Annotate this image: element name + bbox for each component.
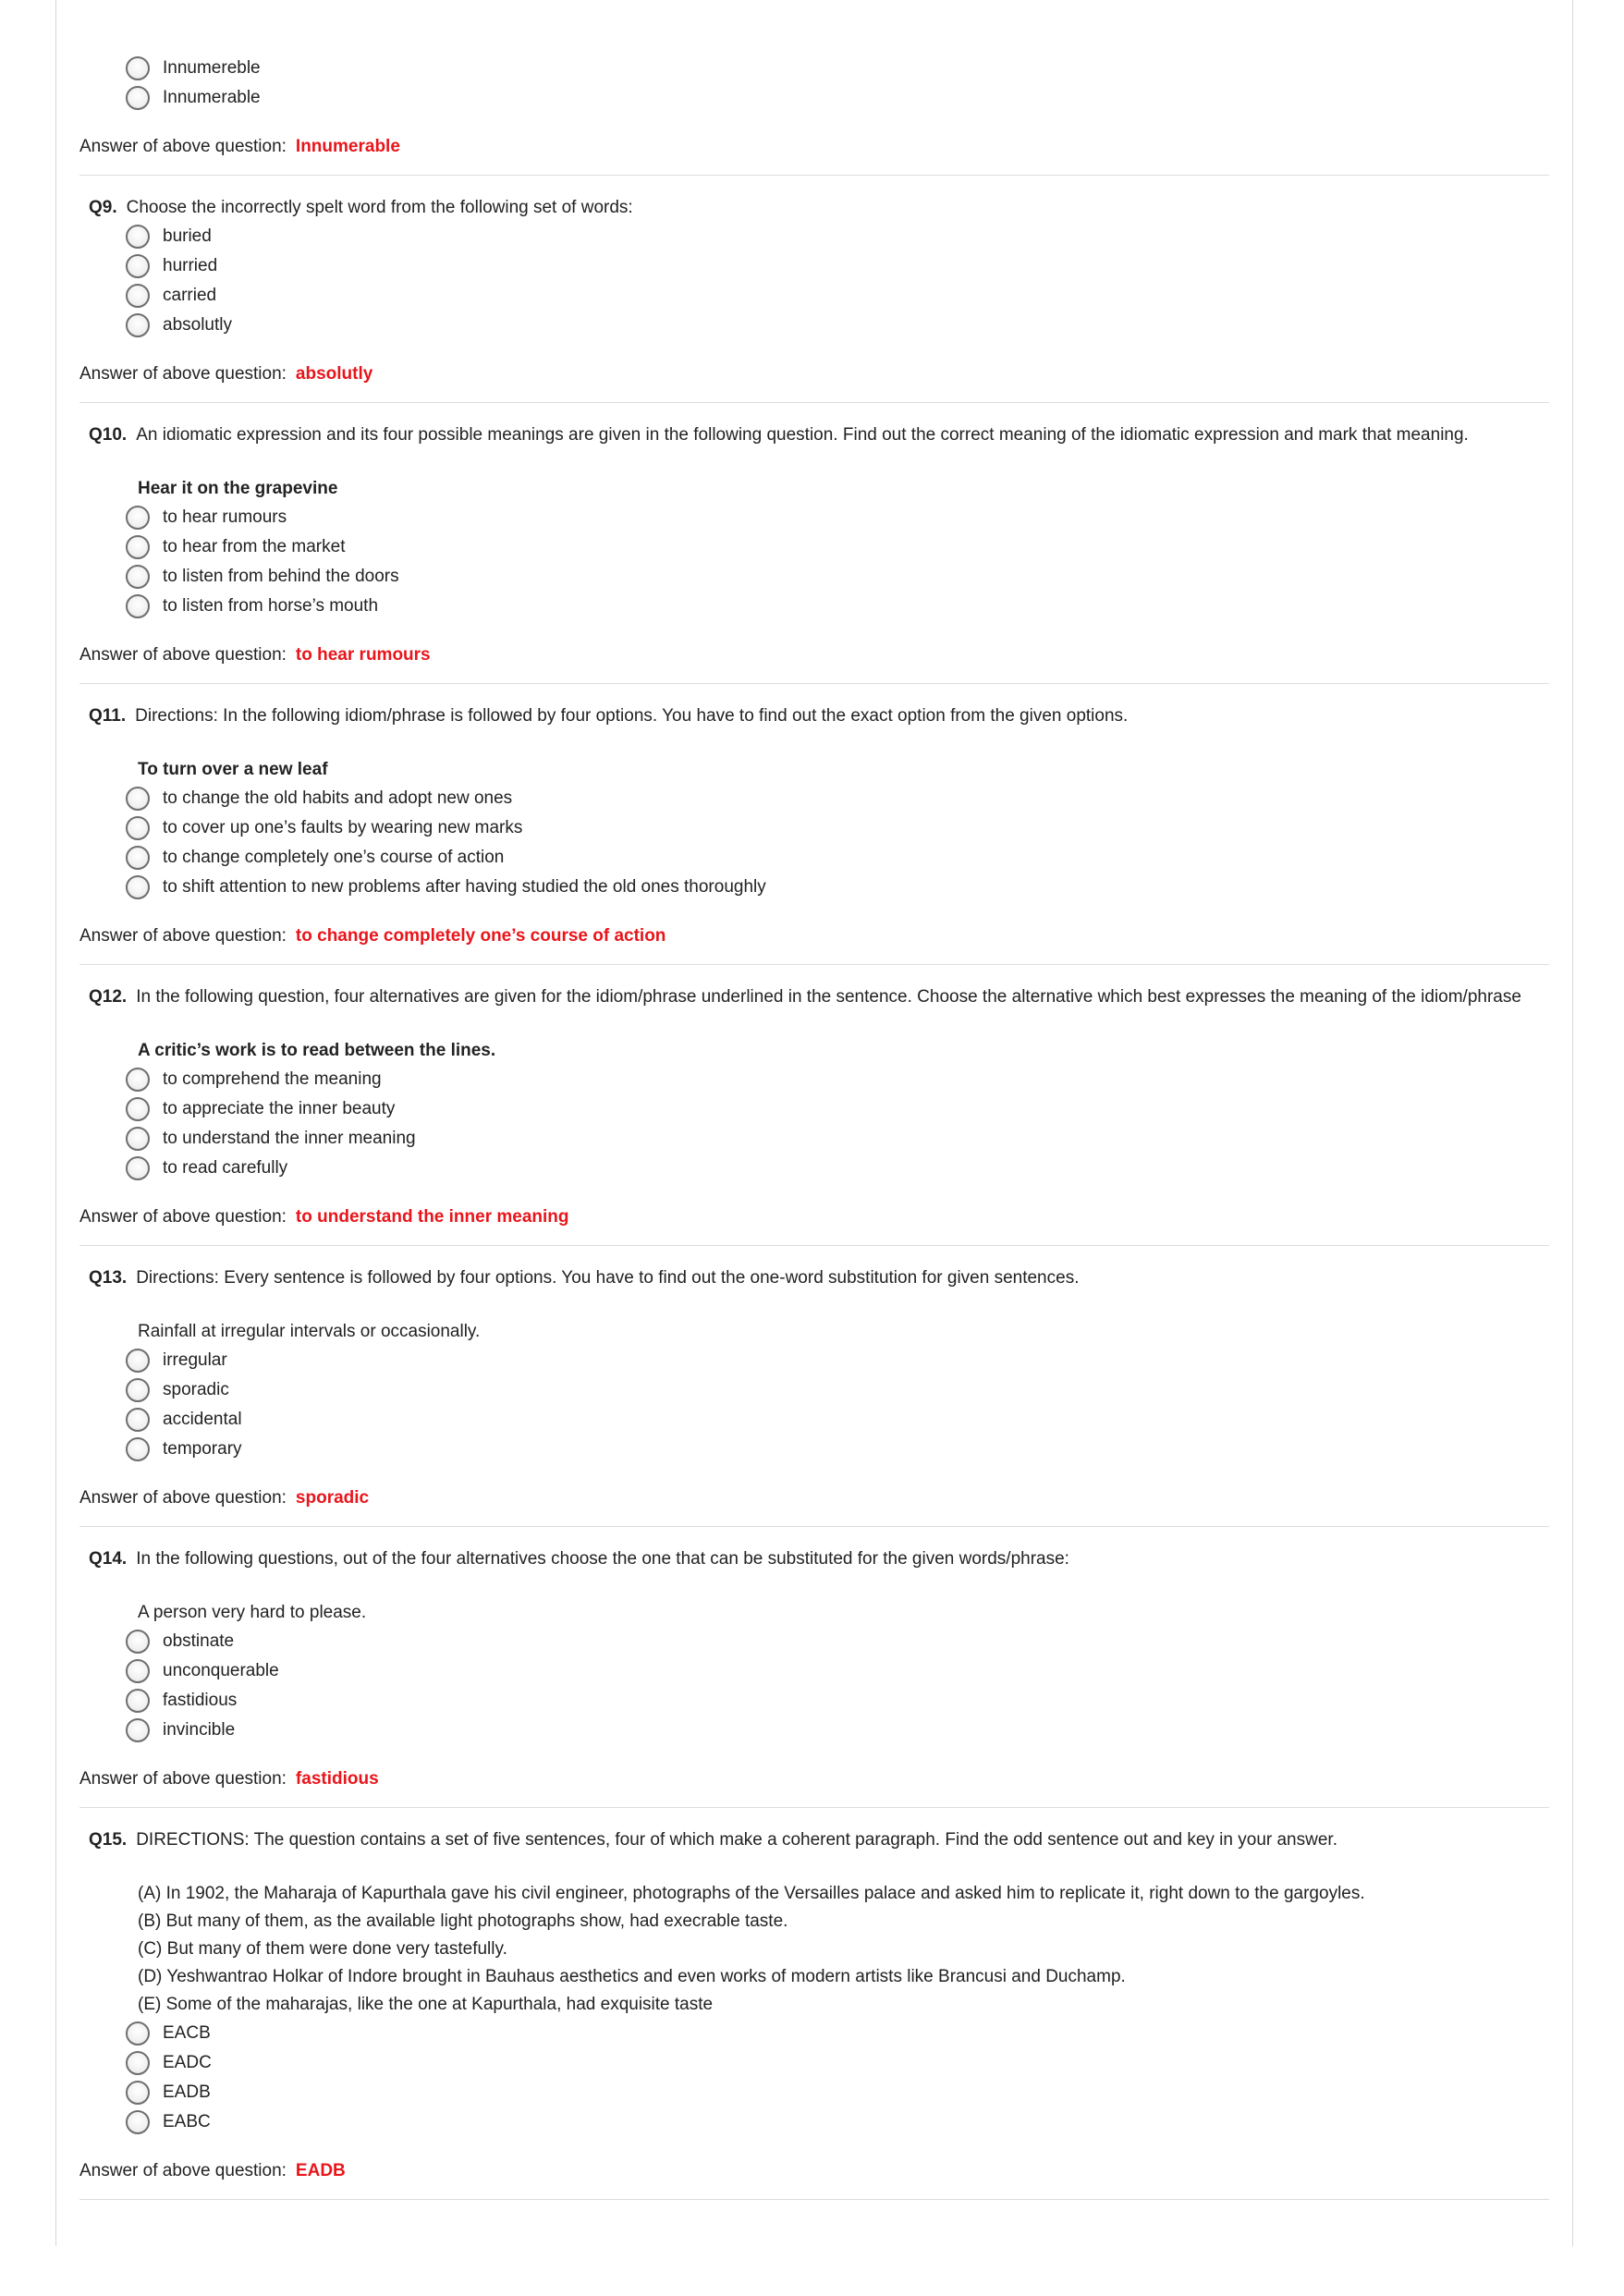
question-header	[89, 702, 1549, 730]
option-label: to listen from horse’s mouth	[163, 596, 379, 616]
question-text: In the following questions, out of the four alternatives choose the one that can be substituted for the given words/phrase:	[136, 1549, 1069, 1569]
option-label: to understand the inner meaning	[163, 1129, 416, 1148]
question-block	[79, 194, 1549, 403]
question-text: An idiomatic expression and its four possible meanings are given in the following question. Find out the correct meaning of the idiomatic expression and mark that meaning.	[136, 425, 1469, 445]
question-number: Q14.	[89, 1549, 128, 1569]
option[interactable]	[126, 2107, 1549, 2137]
radio-button[interactable]	[126, 565, 150, 589]
option-label: to hear from the market	[163, 537, 346, 556]
question-text: In the following question, four alternatives are given for the idiom/phrase underlined in the sentence. Choose the alternative which best expresses the meaning of the idiom/phrase	[136, 987, 1521, 1007]
option-label: Innumereble	[163, 58, 261, 78]
radio-button[interactable]	[126, 225, 150, 249]
question-header	[89, 421, 1549, 449]
question-stem: A person very hard to please.	[138, 1603, 367, 1622]
separator	[79, 2199, 1549, 2200]
question-carryover	[79, 54, 1549, 176]
separator	[79, 683, 1549, 684]
option-label: temporary	[163, 1439, 242, 1459]
question-block	[79, 1826, 1549, 2200]
answer-value: sporadic	[295, 1488, 370, 1508]
question-text: Directions: In the following idiom/phrase is followed by four options. You have to find out the exact option from the given options.	[135, 706, 1129, 726]
radio-button[interactable]	[126, 506, 150, 530]
answer-label: Answer of above question:	[79, 137, 287, 156]
option-label: EADC	[163, 2053, 212, 2072]
question-text: Choose the incorrectly spelt word from the following set of words:	[126, 198, 633, 217]
radio-button[interactable]	[126, 2021, 150, 2046]
option-label: to comprehend the meaning	[163, 1069, 382, 1089]
question-stem: Hear it on the grapevine	[138, 479, 338, 498]
radio-button[interactable]	[126, 1378, 150, 1402]
option[interactable]	[126, 592, 1549, 621]
answer-line	[79, 360, 1549, 388]
question-stem: To turn over a new leaf	[138, 760, 328, 779]
radio-button[interactable]	[126, 1156, 150, 1180]
option[interactable]	[126, 2048, 1549, 2078]
option-label: irregular	[163, 1350, 227, 1370]
answer-line	[79, 1484, 1549, 1512]
question-number: Q12.	[89, 987, 128, 1007]
question-text: DIRECTIONS: The question contains a set of five sentences, four of which make a coherent paragraph. Find the odd sentence out and key in your answer.	[136, 1830, 1337, 1850]
separator	[79, 964, 1549, 965]
option-label: absolutly	[163, 315, 232, 335]
question-stem: Rainfall at irregular intervals or occasionally.	[138, 1322, 481, 1341]
option-label: invincible	[163, 1720, 236, 1740]
option-label: unconquerable	[163, 1661, 279, 1680]
answer-line	[79, 133, 1549, 161]
option[interactable]	[126, 1346, 1549, 1375]
option[interactable]	[126, 2019, 1549, 2048]
radio-button[interactable]	[126, 1068, 150, 1092]
answer-label: Answer of above question:	[79, 1769, 287, 1789]
option[interactable]	[126, 873, 1549, 902]
option[interactable]	[126, 1656, 1549, 1686]
option[interactable]	[126, 784, 1549, 813]
answer-label: Answer of above question:	[79, 2161, 287, 2180]
question-number: Q15.	[89, 1830, 128, 1850]
answer-label: Answer of above question:	[79, 364, 287, 384]
option[interactable]	[126, 251, 1549, 281]
radio-button[interactable]	[126, 535, 150, 559]
radio-button[interactable]	[126, 816, 150, 840]
option[interactable]	[126, 503, 1549, 532]
option-label: obstinate	[163, 1631, 235, 1651]
option[interactable]	[126, 311, 1549, 340]
option[interactable]	[126, 281, 1549, 311]
radio-button[interactable]	[126, 1408, 150, 1432]
answer-label: Answer of above question:	[79, 645, 287, 665]
answer-label: Answer of above question:	[79, 1488, 287, 1508]
separator	[79, 175, 1549, 176]
question-header	[89, 1826, 1549, 1854]
answer-value: to change completely one’s course of action	[295, 926, 666, 946]
radio-button[interactable]	[126, 1718, 150, 1742]
radio-button[interactable]	[126, 1659, 150, 1683]
option-label: to cover up one’s faults by wearing new marks	[163, 818, 523, 837]
question-block	[79, 1264, 1549, 1527]
option[interactable]	[126, 1094, 1549, 1124]
option-label: hurried	[163, 256, 218, 275]
option-label: to read carefully	[163, 1158, 288, 1178]
radio-button[interactable]	[126, 1437, 150, 1461]
option-label: to listen from behind the doors	[163, 567, 399, 586]
answer-label: Answer of above question:	[79, 1207, 287, 1227]
option[interactable]	[126, 1716, 1549, 1745]
answer-value: to hear rumours	[295, 645, 431, 665]
question-block	[79, 702, 1549, 965]
radio-button[interactable]	[126, 313, 150, 337]
radio-button[interactable]	[126, 86, 150, 110]
question-header	[89, 983, 1549, 1011]
option[interactable]	[126, 1065, 1549, 1094]
radio-button[interactable]	[126, 1630, 150, 1654]
answer-value: fastidious	[295, 1769, 379, 1789]
question-number: Q9.	[89, 198, 117, 217]
question-number: Q11.	[89, 706, 127, 726]
option[interactable]	[126, 843, 1549, 873]
radio-button[interactable]	[126, 1127, 150, 1151]
answer-line	[79, 641, 1549, 669]
question-header	[89, 1545, 1549, 1573]
answer-value: to understand the inner meaning	[295, 1207, 569, 1227]
option[interactable]	[126, 1405, 1549, 1435]
option-label: EABC	[163, 2112, 211, 2131]
radio-button[interactable]	[126, 254, 150, 278]
option-label: carried	[163, 286, 217, 305]
question-block	[79, 421, 1549, 684]
radio-button[interactable]	[126, 1349, 150, 1373]
option[interactable]	[126, 1686, 1549, 1716]
answer-value: EADB	[295, 2161, 346, 2180]
question-block	[79, 1545, 1549, 1808]
sentence: (C) But many of them were done very tastefully.	[138, 1939, 507, 1959]
option-label: EACB	[163, 2023, 211, 2043]
answer-line	[79, 2157, 1549, 2185]
answer-label: Answer of above question:	[79, 926, 287, 946]
sentence: (B) But many of them, as the available light photographs show, had execrable taste.	[138, 1911, 788, 1931]
sentence: (A) In 1902, the Maharaja of Kapurthala gave his civil engineer, photographs of the Versailles palace and asked him to replicate it, right down to the gargoyles.	[138, 1884, 1365, 1903]
question-header	[89, 1264, 1549, 1292]
answer-value: Innumerable	[295, 137, 400, 156]
question-number: Q10.	[89, 425, 128, 445]
option-label: to hear rumours	[163, 507, 287, 527]
radio-button[interactable]	[126, 875, 150, 899]
radio-button[interactable]	[126, 56, 150, 80]
radio-button[interactable]	[126, 1689, 150, 1713]
question-stem: A critic’s work is to read between the lines.	[138, 1041, 496, 1060]
option[interactable]	[126, 1435, 1549, 1464]
option[interactable]	[126, 54, 1549, 83]
question-block	[79, 983, 1549, 1246]
question-header	[89, 194, 1549, 222]
option-label: buried	[163, 226, 212, 246]
radio-button[interactable]	[126, 2081, 150, 2105]
radio-button[interactable]	[126, 284, 150, 308]
answer-line	[79, 922, 1549, 950]
option-label: to change the old habits and adopt new ones	[163, 788, 513, 808]
separator	[79, 1526, 1549, 1527]
option-label: Innumerable	[163, 88, 261, 107]
radio-button[interactable]	[126, 2051, 150, 2075]
radio-button[interactable]	[126, 1097, 150, 1121]
sentence: (E) Some of the maharajas, like the one at Kapurthala, had exquisite taste	[138, 1995, 714, 2014]
option-label: accidental	[163, 1410, 242, 1429]
separator	[79, 402, 1549, 403]
option-label: to change completely one’s course of action	[163, 848, 505, 867]
option[interactable]	[126, 1154, 1549, 1183]
answer-line	[79, 1203, 1549, 1231]
option-label: fastidious	[163, 1691, 238, 1710]
radio-button[interactable]	[126, 787, 150, 811]
separator	[79, 1807, 1549, 1808]
quiz-content	[79, 54, 1549, 2200]
question-text: Directions: Every sentence is followed by four options. You have to find out the one-word substitution for given sentences.	[136, 1268, 1080, 1288]
option[interactable]	[126, 83, 1549, 113]
option-label: to appreciate the inner beauty	[163, 1099, 396, 1118]
option-label: to shift attention to new problems after having studied the old ones thoroughly	[163, 877, 766, 897]
sentence: (D) Yeshwantrao Holkar of Indore brought in Bauhaus aesthetics and even works of modern artists like Brancusi and Duchamp.	[138, 1967, 1126, 1986]
option[interactable]	[126, 1627, 1549, 1656]
radio-button[interactable]	[126, 594, 150, 618]
option[interactable]	[126, 532, 1549, 562]
answer-value: absolutly	[295, 364, 373, 384]
radio-button[interactable]	[126, 2110, 150, 2134]
separator	[79, 1245, 1549, 1246]
option[interactable]	[126, 1375, 1549, 1405]
answer-line	[79, 1765, 1549, 1793]
question-number: Q13.	[89, 1268, 128, 1288]
option[interactable]	[126, 2078, 1549, 2107]
option[interactable]	[126, 1124, 1549, 1154]
option[interactable]	[126, 813, 1549, 843]
option-label: EADB	[163, 2082, 211, 2102]
radio-button[interactable]	[126, 846, 150, 870]
option-label: sporadic	[163, 1380, 229, 1399]
option[interactable]	[126, 222, 1549, 251]
option[interactable]	[126, 562, 1549, 592]
